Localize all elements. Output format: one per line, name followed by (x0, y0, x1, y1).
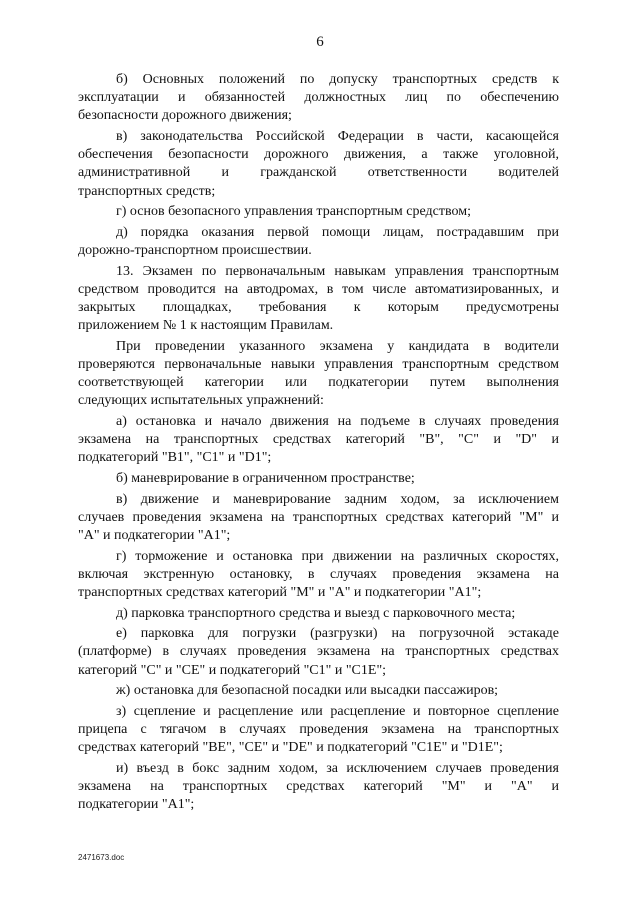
paragraph-line: категорий "C" и "CE" и подкатегорий "C1" и "C1E"; (78, 662, 387, 678)
paragraph (78, 703, 559, 758)
paragraph-line: закрытых площадках, требования к которым предусмотрены (78, 300, 559, 315)
paragraph (78, 263, 559, 336)
paragraph (78, 203, 559, 221)
paragraph (78, 491, 559, 546)
paragraph-line: з) сцепление и расцепление или расцепление и повторное сцепление (116, 703, 559, 719)
paragraph (78, 548, 559, 603)
paragraph-line: проверяются первоначальные навыки управления транспортным средством (78, 357, 559, 372)
paragraph-line: средством проводится на автодромах, в том числе автоматизированных, и (78, 281, 559, 297)
paragraph-line: "A" и подкатегории "A1"; (78, 528, 231, 543)
paragraph-line: подкатегории "A1"; (78, 797, 195, 813)
paragraph-line: д) порядка оказания первой помощи лицам, пострадавшим при (116, 224, 559, 240)
paragraph-line: дорожно-транспортном происшествии. (78, 243, 312, 258)
paragraph (78, 682, 559, 700)
paragraph-line: транспортных средств; (78, 183, 216, 199)
paragraph (78, 128, 559, 201)
paragraph-line: и) въезд в бокс задним ходом, за исключением случаев проведения (116, 760, 559, 776)
paragraph (78, 338, 559, 411)
file-name-footer: 2471673.doc (78, 853, 125, 862)
paragraph-line: транспортных средствах категорий "M" и "A" и подкатегории "A1"; (78, 585, 482, 600)
paragraph (78, 71, 559, 126)
paragraph-line: следующих испытательных упражнений: (78, 393, 324, 409)
paragraph-line: в) движение и маневрирование задним ходом, за исключением (116, 491, 559, 507)
paragraph-line: соответствующей категории или подкатегории путем выполнения (78, 375, 559, 391)
paragraph-line: подкатегорий "B1", "C1" и "D1"; (78, 450, 272, 466)
paragraph-line: б) Основных положений по допуску транспортных средств к (116, 72, 559, 87)
paragraph-line: (платформе) в случаях проведения экзамена на транспортных средствах (78, 644, 559, 660)
paragraph-line: обеспечения безопасности дорожного движения, а также уголовной, (78, 147, 559, 163)
paragraph-line: прицепа с тягачом в случаях проведения экзамена на транспортных (78, 721, 559, 737)
paragraph-line: приложением № 1 к настоящим Правилам. (78, 318, 334, 334)
paragraph-line: в) законодательства Российской Федерации в части, касающейся (116, 129, 559, 144)
paragraph-line: е) парковка для погрузки (разгрузки) на погрузочной эстакаде (116, 626, 559, 642)
paragraph (78, 605, 559, 623)
paragraph-line: экзамена на транспортных средствах категорий "M" и "A" и (78, 778, 559, 794)
paragraph-line: случаев проведения экзамена на транспортных средствах категорий "M" и (78, 509, 559, 525)
paragraph-line: включая экстренную остановку, в случаях проведения экзамена на (78, 566, 559, 582)
paragraph-line: г) основ безопасного управления транспортным средством; (116, 204, 471, 220)
paragraph (78, 760, 559, 815)
paragraph-line: ж) остановка для безопасной посадки или высадки пассажиров; (116, 683, 499, 699)
paragraph-line: эксплуатации и обязанностей должностных лиц по обеспечению (78, 90, 559, 106)
paragraph (78, 470, 559, 488)
paragraph-line: безопасности дорожного движения; (78, 108, 292, 124)
paragraph (78, 625, 559, 680)
paragraph-line: а) остановка и начало движения на подъеме в случаях проведения (116, 414, 559, 429)
paragraph-line: 13. Экзамен по первоначальным навыкам управления транспортным (116, 263, 559, 279)
paragraph-line: б) маневрирование в ограниченном пространстве; (116, 471, 415, 486)
paragraph-line: экзамена на транспортных средствах категорий "B", "C" и "D" и (78, 432, 559, 448)
paragraph-line: д) парковка транспортного средства и выезд с парковочного места; (116, 605, 516, 621)
page-number: 6 (316, 34, 324, 50)
paragraph (78, 224, 559, 260)
paragraph-line: административной и гражданской ответственности водителей (78, 165, 559, 181)
paragraph-line: г) торможение и остановка при движении на различных скоростях, (116, 548, 559, 564)
paragraph (78, 413, 559, 468)
paragraph-line: При проведении указанного экзамена у кандидата в водители (116, 338, 559, 354)
paragraph-line: средствах категорий "BE", "CE" и "DE" и подкатегорий "C1E" и "D1E"; (78, 740, 503, 756)
document-body (78, 71, 559, 817)
